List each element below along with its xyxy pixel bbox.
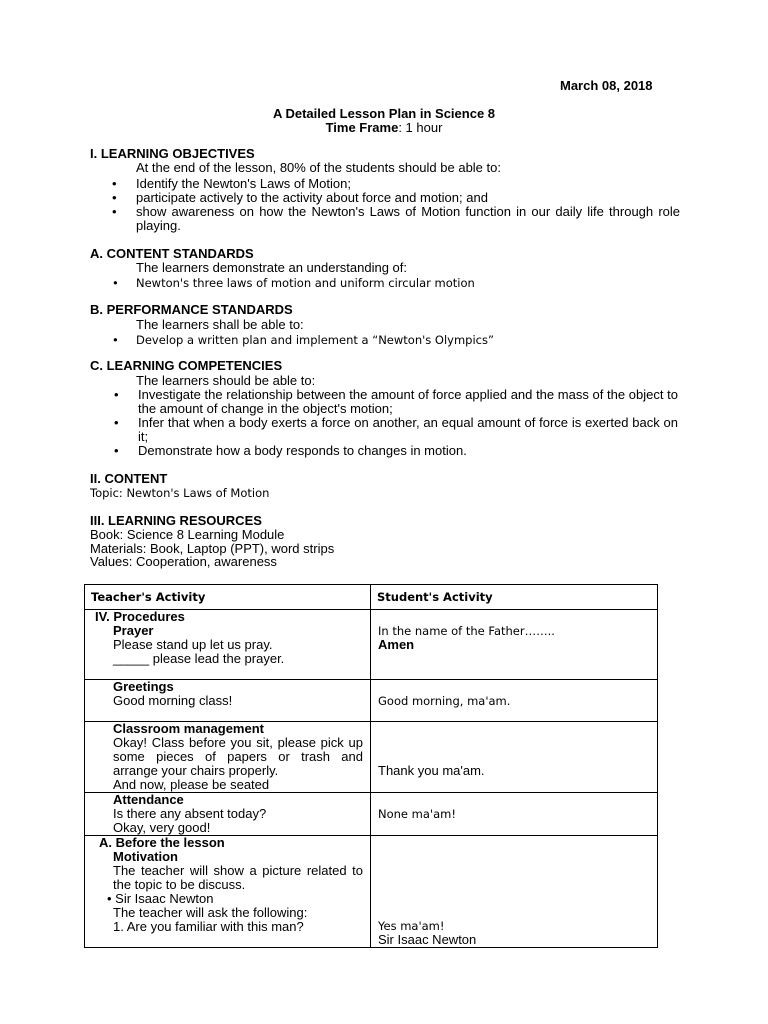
objectives-intro: At the end of the lesson, 80% of the students should be able to: — [136, 160, 501, 175]
list-item: • Newton's three laws of motion and uniform circular motion — [110, 276, 680, 290]
student-response: Yes ma'am! — [378, 919, 445, 933]
prayer-title: Prayer — [113, 623, 154, 638]
objectives-list — [110, 177, 680, 233]
greetings-title: Greetings — [113, 679, 174, 694]
content-heading: II. CONTENT — [90, 471, 168, 486]
performance-standards-intro: The learners shall be able to: — [136, 317, 304, 332]
student-cell — [371, 680, 658, 722]
student-response: None ma'am! — [378, 807, 456, 821]
student-response: Amen — [378, 637, 415, 652]
classroom-line: And now, please be seated — [113, 777, 270, 792]
student-response: Thank you ma'am. — [378, 763, 485, 778]
list-item: • Demonstrate how a body responds to changes in motion. — [112, 444, 678, 458]
column-header-teacher: Teacher's Activity — [85, 585, 371, 610]
competencies-heading: C. LEARNING COMPETENCIES — [90, 358, 283, 373]
motivation-line: The teacher will show a picture related to the topic to be discuss. — [113, 863, 363, 892]
performance-standards-list — [110, 333, 680, 347]
classroom-line: Okay! Class before you sit, please pick up some pieces of papers or trash and arrange your chairs properly. — [113, 735, 363, 778]
attendance-line: Okay, very good! — [113, 820, 211, 835]
resources-materials: Materials: Book, Laptop (PPT), word strips — [90, 541, 335, 556]
attendance-title: Attendance — [113, 792, 184, 807]
competencies-list — [112, 388, 678, 458]
student-response: Sir Isaac Newton — [378, 932, 477, 947]
procedures-heading: IV. Procedures — [95, 609, 185, 624]
teacher-cell — [85, 793, 371, 836]
list-item: • Identify the Newton's Laws of Motion; — [110, 177, 680, 191]
time-frame-value: : 1 hour — [398, 120, 443, 135]
table-row — [85, 610, 658, 680]
resources-values: Values: Cooperation, awareness — [90, 554, 277, 569]
student-cell — [371, 610, 658, 680]
motivation-bullet: • Sir Isaac Newton — [107, 891, 214, 906]
student-cell — [371, 793, 658, 836]
greetings-line: Good morning class! — [113, 693, 233, 708]
attendance-line: Is there any absent today? — [113, 806, 267, 821]
content-standards-intro: The learners demonstrate an understanding of: — [136, 260, 408, 275]
list-item: • Develop a written plan and implement a “Newton's Olympics” — [110, 333, 680, 347]
table-row — [85, 680, 658, 722]
list-item: • Infer that when a body exerts a force on another, an equal amount of force is exerted back on it; — [112, 416, 678, 444]
document-title: A Detailed Lesson Plan in Science 8 — [272, 106, 496, 121]
performance-standards-heading: B. PERFORMANCE STANDARDS — [90, 302, 293, 317]
activity-table — [84, 584, 658, 948]
resources-book: Book: Science 8 Learning Module — [90, 527, 285, 542]
list-item: • Investigate the relationship between the amount of force applied and the mass of the object to the amount of change in the object's motion; — [112, 388, 678, 416]
motivation-question: 1. Are you familiar with this man? — [113, 919, 304, 934]
resources-heading: III. LEARNING RESOURCES — [90, 513, 262, 528]
teacher-cell — [85, 722, 371, 793]
student-cell — [371, 836, 658, 948]
motivation-title: Motivation — [113, 849, 178, 864]
table-header-row — [85, 585, 658, 610]
before-lesson-heading: A. Before the lesson — [99, 835, 225, 850]
content-standards-heading: A. CONTENT STANDARDS — [90, 246, 254, 261]
content-topic: Topic: Newton's Laws of Motion — [90, 486, 270, 500]
table-row — [85, 836, 658, 948]
date: March 08, 2018 — [560, 78, 653, 93]
classroom-title: Classroom management — [113, 721, 264, 736]
list-item: • show awareness on how the Newton's Laws of Motion function in our daily life through role playing. — [110, 205, 680, 233]
objectives-heading: I. LEARNING OBJECTIVES — [90, 146, 255, 161]
student-response: Good morning, ma'am. — [378, 693, 511, 708]
time-frame-label: Time Frame — [325, 120, 399, 135]
competencies-intro: The learners should be able to: — [136, 373, 316, 388]
student-response: In the name of the Father…….. — [378, 624, 555, 638]
motivation-line: The teacher will ask the following: — [113, 905, 308, 920]
teacher-cell — [85, 836, 371, 948]
motivation-bullet-text: Sir Isaac Newton — [115, 891, 214, 906]
table-row — [85, 793, 658, 836]
table-row — [85, 722, 658, 793]
teacher-cell — [85, 610, 371, 680]
column-header-student: Student's Activity — [371, 585, 658, 610]
time-frame — [184, 120, 584, 135]
prayer-line: Please stand up let us pray. — [113, 637, 273, 652]
prayer-line: _____ please lead the prayer. — [113, 651, 285, 666]
student-cell — [371, 722, 658, 793]
list-item: • participate actively to the activity about force and motion; and — [110, 191, 680, 205]
teacher-cell — [85, 680, 371, 722]
content-standards-list — [110, 276, 680, 290]
